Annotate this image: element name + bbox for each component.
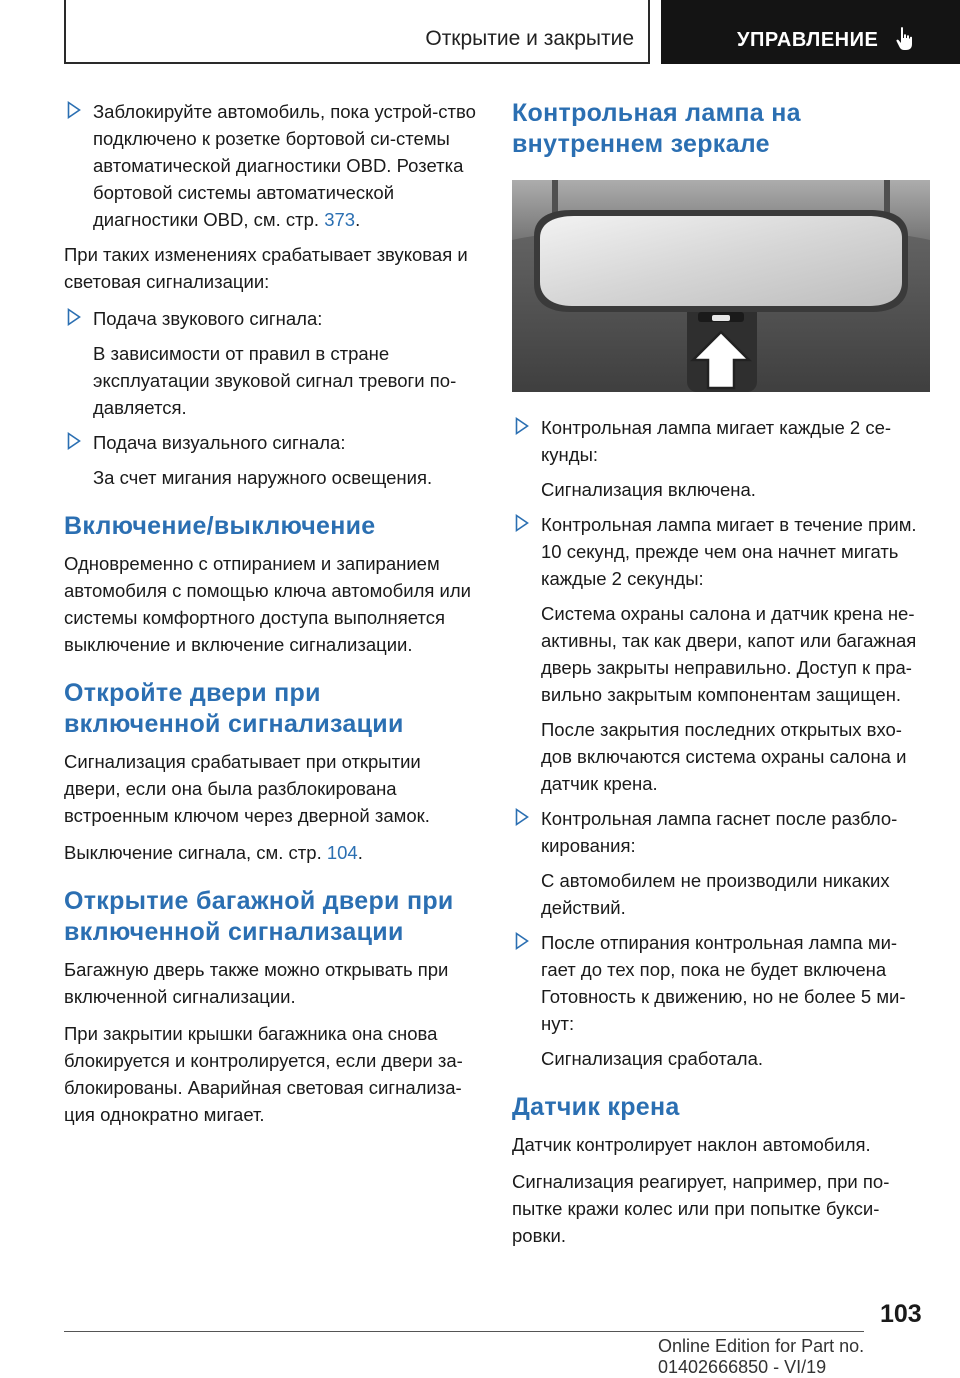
list-item-title: Контрольная лампа гаснет после разбло-кирования: bbox=[541, 808, 898, 856]
list-item-title: Подача визуального сигнала: bbox=[93, 432, 346, 453]
hand-pointer-icon bbox=[895, 26, 917, 52]
paragraph: Выключение сигнала, см. стр. 104. bbox=[64, 842, 363, 863]
list-item-title: Подача звукового сигнала: bbox=[93, 308, 323, 329]
page-link[interactable]: 104 bbox=[326, 842, 358, 863]
header-section-title: Открытие и закрытие bbox=[425, 27, 634, 50]
right-column bbox=[512, 98, 930, 1259]
section-heading: Откройте двери при включенной сигнализации bbox=[64, 679, 404, 738]
list-item bbox=[512, 929, 930, 1072]
list-item-text: За счет мигания наружного освещения. bbox=[93, 467, 433, 488]
list-item-title: После отпирания контрольная лампа ми-гает до тех пор, пока не будет включена Готовность к движению, но не более 5 ми-нут: bbox=[541, 932, 906, 1034]
section-heading: Включение/выключение bbox=[64, 512, 376, 540]
header-chapter-tab[interactable] bbox=[661, 0, 960, 64]
triangle-bullet-icon bbox=[67, 308, 81, 326]
footer-divider bbox=[64, 1331, 864, 1332]
section-heading: Открытие багажной двери при включенной сигнализации bbox=[64, 887, 454, 946]
list-item-text: После закрытия последних открытых вхо-дов включаются система охраны салона и датчик крена. bbox=[541, 719, 907, 794]
page-number: 103 bbox=[880, 1300, 922, 1328]
paragraph: Сигнализация срабатывает при открытии двери, если она была разблокирована встроенным ключом через дверной замок. bbox=[64, 751, 430, 826]
paragraph: При таких изменениях срабатывает звуковая и световая сигнализации: bbox=[64, 244, 468, 292]
list-item bbox=[512, 511, 930, 797]
list-item-text: Заблокируйте автомобиль, пока устрой-ство подключено к розетке бортовой си-стемы автоматической диагностики OBD. Розетка бортовой системы автоматической диагностики OBD, см. стр. 373. bbox=[93, 101, 476, 230]
triangle-bullet-icon bbox=[515, 514, 529, 532]
list-item bbox=[64, 305, 482, 421]
paragraph: Сигнализация реагирует, например, при по-пытке кражи колес или при попытке букси-ровки. bbox=[512, 1171, 890, 1246]
list-item bbox=[512, 805, 930, 921]
list-item-text: Система охраны салона и датчик крена не-активны, так как двери, капот или багажная дверь закрыты неправильно. Доступ к пра-вильно закрытым компонентам защищен. bbox=[541, 603, 917, 705]
triangle-bullet-icon bbox=[515, 417, 529, 435]
paragraph: Датчик контролирует наклон автомобиля. bbox=[512, 1134, 871, 1155]
list-item-text: В зависимости от правил в стране эксплуатации звуковой сигнал тревоги по-давляется. bbox=[93, 343, 457, 418]
list-item bbox=[512, 414, 930, 503]
triangle-bullet-icon bbox=[515, 932, 529, 950]
section-heading: Датчик крена bbox=[512, 1093, 680, 1121]
paragraph: Багажную дверь также можно открывать при включенной сигнализации. bbox=[64, 959, 449, 1007]
triangle-bullet-icon bbox=[67, 101, 81, 119]
list-item-text: Сигнализация включена. bbox=[541, 479, 756, 500]
footer-edition: Online Edition for Part no. 01402666850 - VI/19 bbox=[658, 1336, 865, 1377]
list-item-title: Контрольная лампа мигает каждые 2 се-кунды: bbox=[541, 417, 892, 465]
section-heading: Контрольная лампа на внутреннем зеркале bbox=[512, 99, 801, 158]
list-item-title: Контрольная лампа мигает в течение прим. 10 секунд, прежде чем она начнет мигать каждые 2 секунды: bbox=[541, 514, 917, 589]
left-column bbox=[64, 98, 482, 1138]
list-item-text: Сигнализация сработала. bbox=[541, 1048, 764, 1069]
header-chapter-title: УПРАВЛЕНИЕ bbox=[737, 29, 879, 51]
paragraph: Одновременно с отпиранием и запиранием автомобиля с помощью ключа автомобиля или системы комфортного доступа выполняется выключение и включение сигнализации. bbox=[64, 553, 471, 655]
paragraph: При закрытии крышки багажника она снова блокируется и контролируется, если двери за-блокированы. Аварийная световая сигнализа-ция однократно мигает. bbox=[64, 1023, 463, 1125]
list-item bbox=[64, 98, 482, 233]
list-item bbox=[64, 429, 482, 491]
page-link[interactable]: 373 bbox=[324, 209, 356, 230]
list-item-text: С автомобилем не производили никаких действий. bbox=[541, 870, 890, 918]
rearview-mirror-illustration bbox=[512, 180, 930, 392]
triangle-bullet-icon bbox=[67, 432, 81, 450]
header-section-box bbox=[64, 0, 650, 64]
triangle-bullet-icon bbox=[515, 808, 529, 826]
